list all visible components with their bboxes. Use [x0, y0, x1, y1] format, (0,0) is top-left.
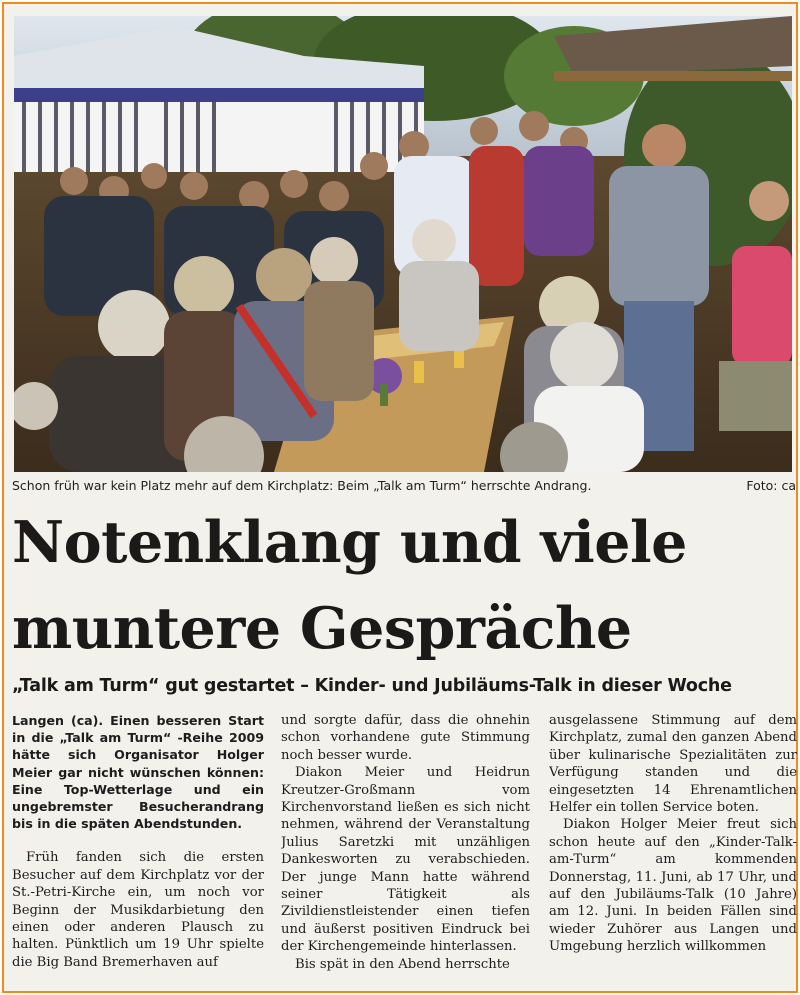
photo-caption: Schon früh war kein Platz mehr auf dem Kirchplatz: Beim „Talk am Turm“ herrschte Andrang.: [12, 478, 592, 493]
event-photo: [14, 16, 792, 472]
crowd-photo-illustration: [14, 16, 792, 472]
subheadline: „Talk am Turm“ gut gestartet – Kinder- und Jubiläums-Talk in dieser Woche: [12, 676, 732, 696]
article-paragraph: Diakon Meier und Heidrun Kreutzer-Großmann vom Kirchenvorstand ließen es sich nicht nehmen, während der Veranstaltung Julius Saretzki mit unzähligen Dankesworten zu verabschieden. Der junge Mann hatte während seiner Tätigkeit als Zivildienstleistender einen tiefen und äußerst positiven Eindruck bei der Kirchengemeinde hinterlassen.: [281, 765, 530, 955]
article-paragraph: Früh fanden sich die ersten Besucher auf dem Kirchplatz vor der St.-Petri-Kirche ein, um noch vor Beginn der Musikdarbietung den einen oder anderen Plausch zu halten. Pünktlich um 19 Uhr spielte die Big Band Bremerhaven auf: [12, 850, 264, 970]
headline-line-1: Notenklang und viele: [12, 509, 687, 576]
article-column-1: [12, 712, 264, 982]
photo-credit: Foto: ca: [746, 478, 796, 493]
headline-line-2: muntere Gespräche: [12, 595, 632, 662]
article-column-3: [549, 712, 797, 982]
article-lead: Langen (ca). Einen besseren Start in die „Talk am Turm“ -Reihe 2009 hätte sich Organisator Holger Meier gar nicht wünschen können: Eine Top-Wetterlage und ein ungebremster Besucherandrang bis in die späten Abendstunden.: [12, 713, 264, 832]
article-paragraph: ausgelassene Stimmung auf dem Kirchplatz, zumal den ganzen Abend über kulinarische Spezialitäten zur Verfügung standen und die eingesetzten 14 Ehrenamtlichen Helfer ein tollen Service boten.: [549, 713, 797, 816]
article-paragraph: und sorgte dafür, dass die ohnehin schon vorhandene gute Stimmung noch besser wurde.: [281, 713, 530, 763]
article-column-2: [281, 712, 530, 982]
article-paragraph: Diakon Holger Meier freut sich schon heute auf den „Kinder-Talk-am-Turm“ am kommenden Donnerstag, 11. Juni, ab 17 Uhr, und auf den Jubiläums-Talk (10 Jahre) am 12. Juni. In beiden Fällen sind wieder Zuhörer aus Langen und Umgebung herzlich willkommen: [549, 817, 797, 955]
article-paragraph: Bis spät in den Abend herrschte: [295, 956, 510, 972]
